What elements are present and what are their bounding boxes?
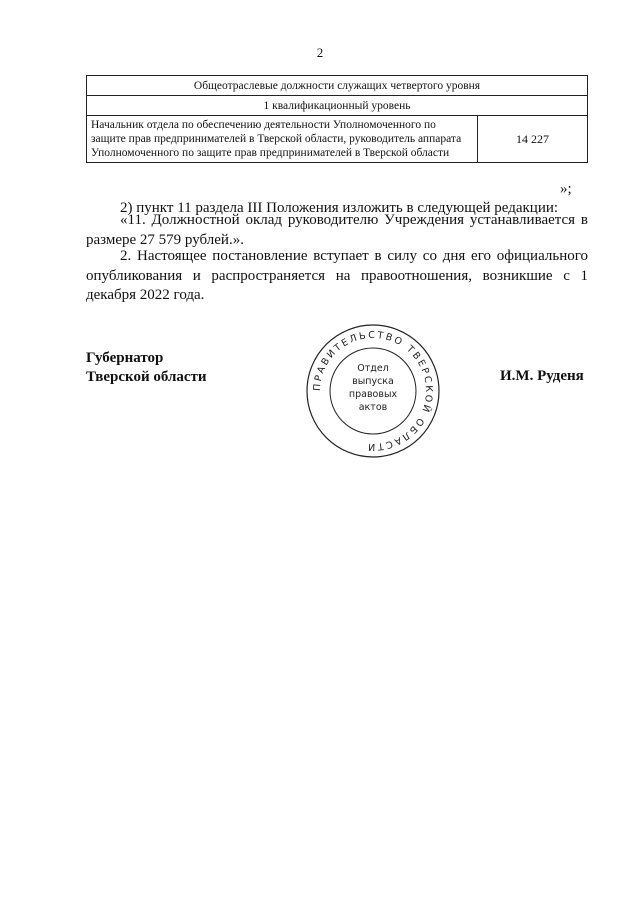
stamp-center-line1: Отдел <box>357 363 389 374</box>
stamp-center-line2: выпуска <box>352 376 394 387</box>
official-stamp <box>305 323 441 459</box>
signatory-title-line2: Тверской области <box>86 369 207 385</box>
paragraph-2-text: «11. Должностной оклад руководителю Учреждения устанавливается в размере 27 579 рублей.». <box>86 212 588 248</box>
signatory-title-line1: Губернатор <box>86 350 164 366</box>
stamp-center-line3: правовых <box>348 389 398 400</box>
table-header-cell: Общеотраслевые должности служащих четвертого уровня <box>87 76 588 96</box>
table-level-cell: 1 квалификационный уровень <box>87 96 588 116</box>
signatory-title <box>86 349 207 387</box>
salary-table <box>86 75 588 163</box>
table-row-level <box>87 96 588 116</box>
salary-cell: 14 227 <box>478 116 588 163</box>
table-row-position <box>87 116 588 163</box>
position-cell: Начальник отдела по обеспечению деятельности Уполномоченного по защите прав предпринимателей в Тверской области, руководитель аппарата Уполномоченного по защите прав предпринимателей в Тверской области <box>87 116 478 163</box>
paragraph-2 <box>86 211 588 250</box>
stamp-ring-text: ПРАВИТЕЛЬСТВО ТВЕРСКОЙ ОБЛАСТИ <box>311 329 435 453</box>
signatory-name: И.М. Руденя <box>500 368 584 384</box>
paragraph-3 <box>86 247 588 306</box>
paragraph-1-text: 2) пункт 11 раздела III Положения изложить в следующей редакции: <box>120 200 559 216</box>
quote-end: »; <box>560 181 572 197</box>
paragraph-3-text: 2. Настоящее постановление вступает в силу со дня его официального опубликования и распространяется на правоотношения, возникшие с 1 декабря 2022 года. <box>86 248 588 303</box>
page-number: 2 <box>316 45 324 60</box>
stamp-center-line4: актов <box>358 402 388 413</box>
table-row-header <box>87 76 588 96</box>
